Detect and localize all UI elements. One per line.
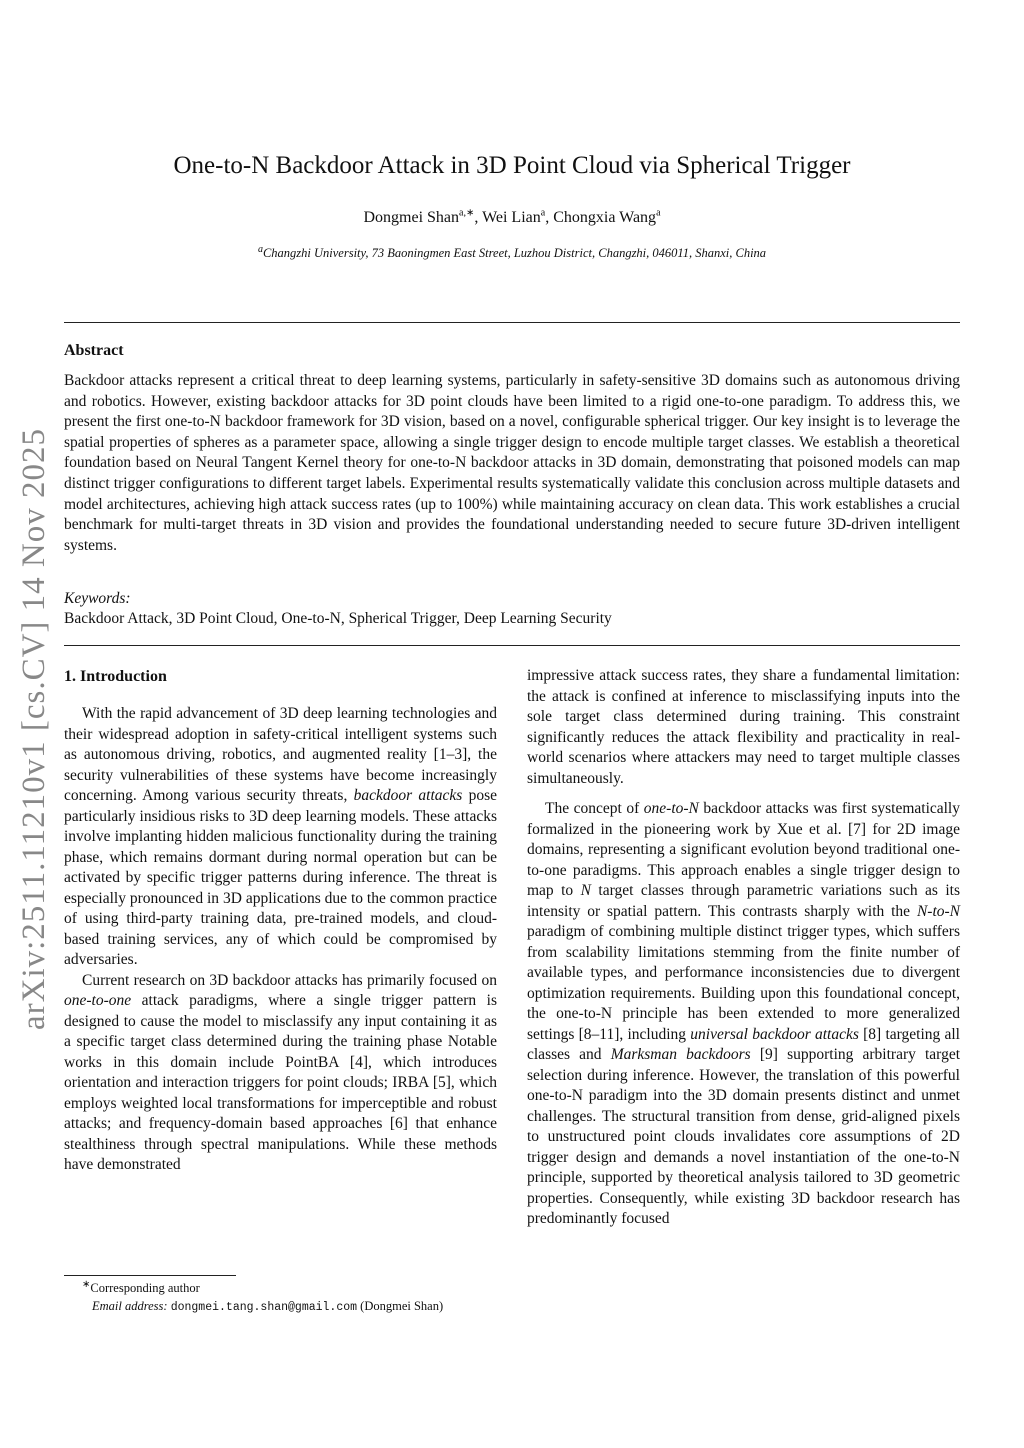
section-heading-introduction: 1. Introduction	[64, 668, 167, 685]
author-mark: a	[540, 207, 546, 219]
top-divider	[64, 322, 960, 323]
affiliation	[64, 244, 960, 262]
left-column	[64, 666, 497, 1176]
paper-title: One-to-N Backdoor Attack in 3D Point Cloud via Spherical Trigger	[173, 152, 851, 179]
abstract-heading: Abstract	[64, 342, 124, 359]
author-list: Dongmei Shan$^{a,∗}$, Wei Lian$^a$, Chongxia Wang$^a$	[363, 207, 661, 226]
affiliation-text: Changzhi University, 73 Baoningmen East Street, Luzhou District, Changzhi, 046011, Shanxi, China	[262, 246, 767, 260]
email-link[interactable]: dongmei.tang.shan@gmail.com	[170, 1301, 358, 1314]
author-name: Wei Lian	[482, 209, 541, 226]
intro-paragraph-1: With the rapid advancement of 3D deep learning technologies and their widespread adoption in safety-critical intelligent systems such as autonomous driving, robotics, and augmented reality [1–3], the security vulnerabilities of these systems have become increasingly concerning. Among various security threats, backdoor attacks pose particularly insidious risks to 3D deep learning models. These attacks involve implanting hidden malicious functionality during the training phase, which remains dormant during normal operation but can be activated by specific trigger patterns during inference. The threat is especially pronounced in 3D applications due to the common practice of using third-party training data, pre-trained models, and cloud-based training services, any of which could be compromised by adversaries.	[64, 705, 497, 968]
keywords-text: Backdoor Attack, 3D Point Cloud, One-to-N, Spherical Trigger, Deep Learning Security	[64, 610, 612, 627]
author-mark: a,∗	[459, 207, 475, 219]
author-name: Chongxia Wang	[553, 209, 657, 226]
keywords-heading: Keywords:	[64, 590, 131, 607]
footnote-corresponding: ∗Corresponding author	[82, 1278, 200, 1295]
abstract-bottom-divider	[64, 645, 960, 646]
author-name: Dongmei Shan	[363, 209, 460, 226]
footnote	[64, 1279, 497, 1317]
footnote-email: Email address: dongmei.tang.shan@gmail.com (Dongmei Shan)	[92, 1299, 444, 1314]
abstract-text: Backdoor attacks represent a critical threat to deep learning systems, particularly in safety-sensitive 3D domains such as autonomous driving and robotics. However, existing backdoor attacks for 3D point clouds have been limited to a rigid one-to-one paradigm. To address this, we present the first one-to-N backdoor framework for 3D vision, based on a novel, configurable spherical trigger. Our key insight is to leverage the spatial properties of spheres as a parameter space, allowing a single trigger design to encode multiple target classes. We establish a theoretical foundation based on Neural Tangent Kernel theory for one-to-N backdoor attacks in 3D domain, demonstrating that poisoned models can map distinct trigger configurations to different target labels. Experimental results systematically validate this conclusion across multiple datasets and model architectures, achieving high attack success rates (up to 100%) while maintaining accuracy on clean data. This work establishes a crucial benchmark for multi-target threats in 3D vision and provides the foundational understanding needed to secure future 3D-driven intelligent systems.	[64, 372, 960, 554]
intro-paragraph-3: The concept of one-to-N backdoor attacks was first systematically formalized in the pioneering work by Xue et al. [7] for 2D image domains, representing a significant evolution beyond traditional one-to-one paradigms. This approach enables a single trigger design to map to N target classes through parametric variations such as its intensity or spatial pattern. This contrasts sharply with the N-to-N paradigm of combining multiple distinct trigger types, which suffers from scalability limitations stemming from the finite number of available types, and performance inconsistencies due to divergent optimization requirements. Building upon this foundational concept, the one-to-N principle has been extended to more generalized settings [8–11], including universal backdoor attacks [8] targeting all classes and Marksman backdoors [9] supporting arbitrary target selection during inference. However, the translation of this powerful one-to-N paradigm into the 3D domain presents distinct and unmet challenges. The structural transition from dense, grid-aligned pixels to unstructured point clouds invalidates core assumptions of 2D trigger design and demands a novel instantiation of the one-to-N principle, supported by theoretical analysis tailored to 3D geometric properties. Consequently, while existing 3D backdoor research has predominantly focused	[527, 800, 961, 1227]
affiliation-mark: a	[257, 243, 263, 255]
author-mark: a	[656, 207, 661, 219]
right-column	[527, 666, 960, 1230]
intro-paragraph-2: Current research on 3D backdoor attacks has primarily focused on one-to-one attack paradigms, where a single trigger pattern is designed to cause the model to misclassify any input containing it as a specific target class determined during the training phase Notable works in this domain include PointBA [4], which introduces orientation and interaction triggers for point clouds; IRBA [5], which employs weighted local transformations for imperceptible and robust attacks; and frequency-domain based approaches [6] that enhance stealthiness through spectral manipulations. While these methods have demonstrated	[64, 971, 497, 1173]
intro-paragraph-2-continued: impressive attack success rates, they share a fundamental limitation: the attack is confined at inference to misclassifying inputs into the sole target class determined during training. This constraint significantly reduces the attack flexibility and practicality in real-world scenarios where attackers may need to target multiple classes simultaneously.	[527, 667, 960, 787]
footnote-divider	[64, 1275, 236, 1276]
arxiv-identifier: arXiv:2511.11210v1 [cs.CV] 14 Nov 2025	[16, 428, 52, 1030]
